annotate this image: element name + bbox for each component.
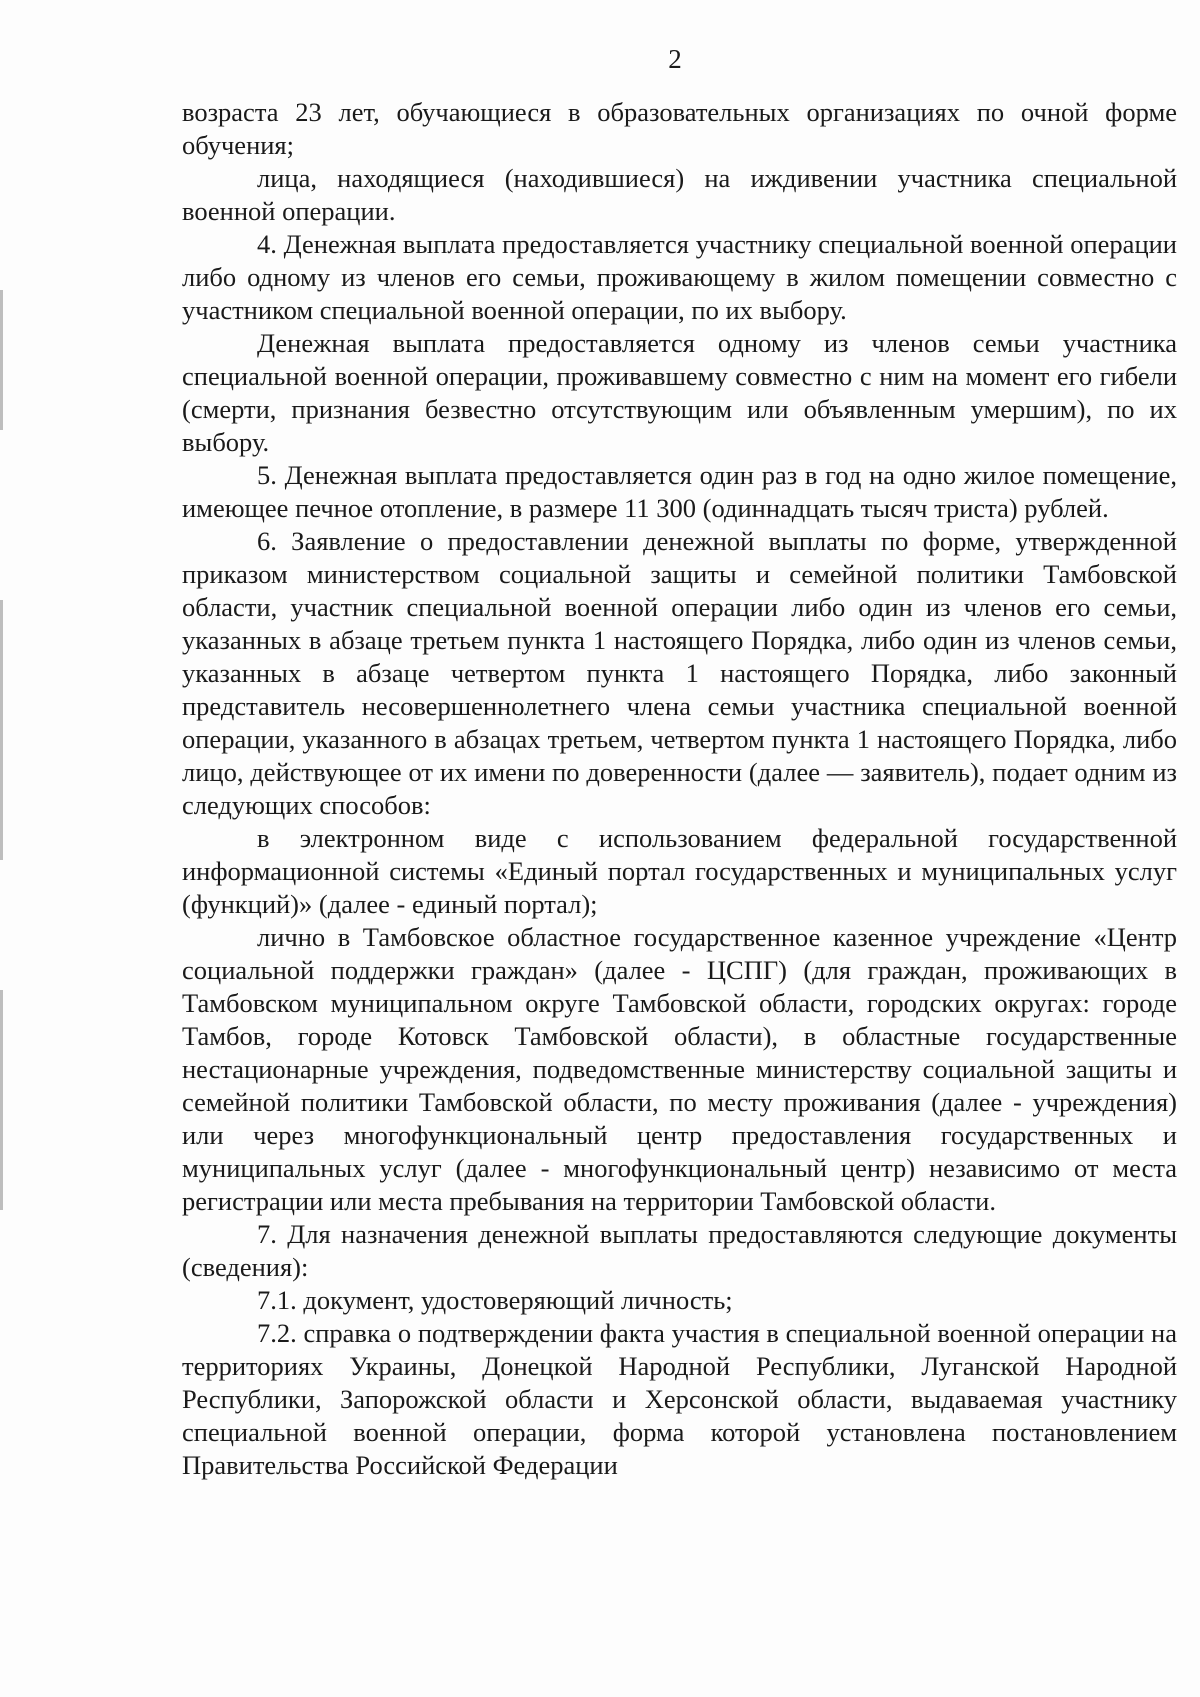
scan-edge-mark (0, 290, 3, 430)
page-number: 2 (668, 44, 682, 74)
document-body (182, 96, 1177, 1482)
paragraph: 7. Для назначения денежной выплаты предоставляются следующие документы (сведения): (182, 1219, 1177, 1282)
paragraph: возраста 23 лет, обучающиеся в образовательных организациях по очной форме обучения; (182, 97, 1177, 160)
paragraph: 6. Заявление о предоставлении денежной выплаты по форме, утвержденной приказом министерством социальной защиты и семейной политики Тамбовской области, участник специальной военной операции либо один из членов его семьи, указанных в абзаце третьем пункта 1 настоящего Порядка, либо один из членов семьи, указанных в абзаце четвертом пункта 1 настоящего Порядка, либо законный представитель несовершеннолетнего члена семьи участника специальной военной операции, указанного в абзацах третьем, четвертом пункта 1 настоящего Порядка, либо лицо, действующее от их имени по доверенности (далее — заявитель), подает одним из следующих способов: (182, 526, 1177, 820)
paragraph: 7.2. справка о подтверждении факта участия в специальной военной операции на территориях Украины, Донецкой Народной Республики, Луганской Народной Республики, Запорожской области и Херсонской области, выдаваемая участнику специальной военной операции, форма которой установлена постановлением Правительства Российской Федерации (182, 1318, 1177, 1480)
paragraph: 7.1. документ, удостоверяющий личность; (257, 1285, 733, 1315)
paragraph: 5. Денежная выплата предоставляется один раз в год на одно жилое помещение, имеющее печное отопление, в размере 11 300 (одиннадцать тысяч триста) рублей. (182, 460, 1177, 523)
paragraph: в электронном виде с использованием федеральной государственной информационной системы «Единый портал государственных и муниципальных услуг (функций)» (далее - единый портал); (182, 823, 1177, 919)
scan-edge-mark (0, 990, 3, 1210)
paragraph: 4. Денежная выплата предоставляется участнику специальной военной операции либо одному из членов его семьи, проживающему в жилом помещении совместно с участником специальной военной операции, по их выбору. (182, 229, 1177, 325)
scan-edge-mark (0, 600, 3, 860)
paragraph: лично в Тамбовское областное государственное казенное учреждение «Центр социальной поддержки граждан» (далее - ЦСПГ) (для граждан, проживающих в Тамбовском муниципальном округе Тамбовской области, городских округах: городе Тамбов, городе Котовск Тамбовской области), в областные государственные нестационарные учреждения, подведомственные министерству социальной защиты и семейной политики Тамбовской области, по месту проживания (далее - учреждения) или через многофункциональный центр предоставления государственных и муниципальных услуг (далее - многофункциональный центр) независимо от места регистрации или места пребывания на территории Тамбовской области. (182, 922, 1177, 1216)
paragraph: лица, находящиеся (находившиеся) на иждивении участника специальной военной операции. (182, 163, 1177, 226)
paragraph: Денежная выплата предоставляется одному из членов семьи участника специальной военной операции, проживавшему совместно с ним на момент его гибели (смерти, признания безвестно отсутствующим или объявленным умершим), по их выбору. (182, 328, 1177, 457)
